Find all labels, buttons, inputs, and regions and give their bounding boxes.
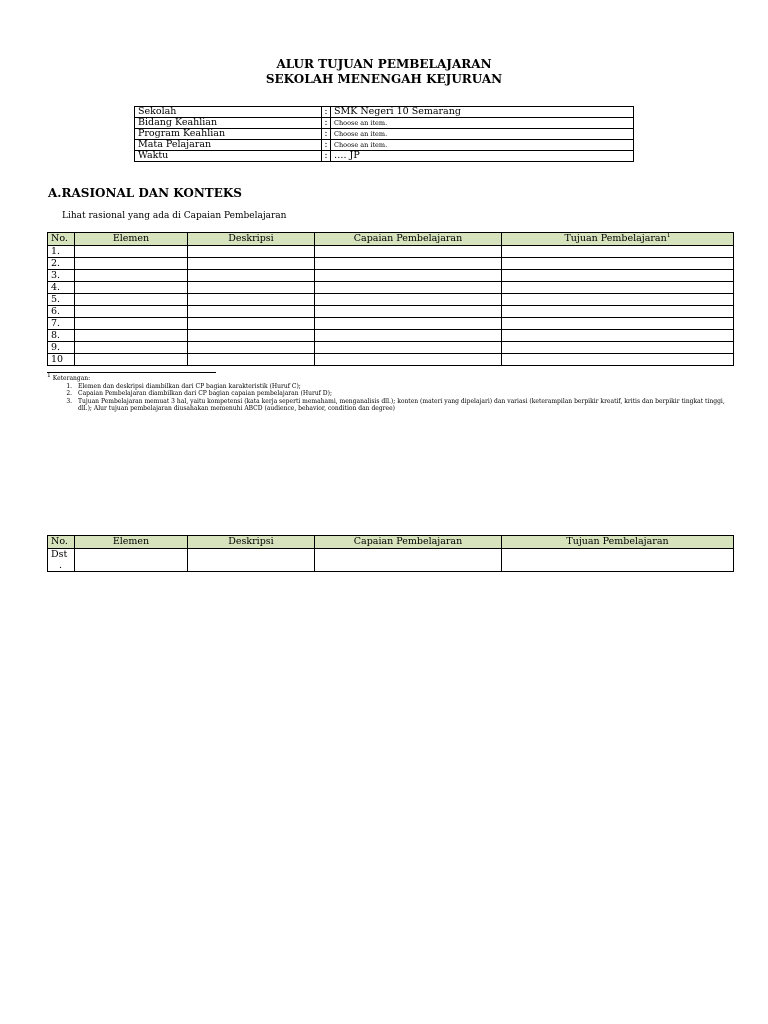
tujuan-cell[interactable] [502,342,734,354]
capaian-cell[interactable] [315,270,502,282]
footnote-list [47,383,737,413]
info-label: Waktu [135,151,322,162]
column-header-no: No. [48,233,75,246]
capaian-cell[interactable] [315,549,502,572]
deskripsi-cell[interactable] [188,258,315,270]
table-row [48,354,734,366]
info-row-bidang [135,118,634,129]
row-number: 10 [48,354,75,366]
info-row-waktu [135,151,634,162]
capaian-cell[interactable] [315,354,502,366]
tujuan-cell[interactable] [502,330,734,342]
footnote [47,372,737,413]
deskripsi-cell[interactable] [188,246,315,258]
elemen-cell[interactable] [75,318,188,330]
row-number: 4. [48,282,75,294]
column-header-capaian: Capaian Pembelajaran [315,233,502,246]
footnote-title-text: Keterangan: [52,375,91,382]
info-colon: : [322,107,331,118]
row-number: 5. [48,294,75,306]
info-label: Bidang Keahlian [135,118,322,129]
tujuan-table [47,232,734,366]
table-row [48,306,734,318]
elemen-cell[interactable] [75,282,188,294]
row-number: 9. [48,342,75,354]
document-title: ALUR TUJUAN PEMBELAJARAN [276,57,492,71]
column-header-tujuan [502,233,734,246]
table-row [48,270,734,282]
info-colon: : [322,151,331,162]
table-row [48,330,734,342]
info-label: Sekolah [135,107,322,118]
capaian-cell[interactable] [315,282,502,294]
info-table [134,106,634,162]
capaian-cell[interactable] [315,318,502,330]
mapel-dropdown[interactable]: Choose an item. [331,140,634,151]
info-label: Mata Pelajaran [135,140,322,151]
column-header-tujuan: Tujuan Pembelajaran [502,536,734,549]
row-number-cell [48,549,75,572]
capaian-cell[interactable] [315,306,502,318]
elemen-cell[interactable] [75,306,188,318]
column-header-deskripsi: Deskripsi [188,233,315,246]
elemen-cell[interactable] [75,330,188,342]
deskripsi-cell[interactable] [188,342,315,354]
row-number: Dst [51,549,68,560]
row-number: 2. [48,258,75,270]
deskripsi-cell[interactable] [188,282,315,294]
footnote-item: 3. Tujuan Pembelajaran memuat 3 hal, yaitu kompetensi (kata kerja seperti memahami, menganalisis dll.); konten (materi yang dipelajari) dan variasi (keterampilan berpikir kreatif, kritis dan berpikir tingkat tinggi, dll.); Alur tujuan pembelajaran diusahakan memenuhi ABCD (audience, behavior, condition dan degree) [74,398,737,413]
info-colon: : [322,129,331,140]
table-header-row [48,536,734,549]
program-dropdown[interactable]: Choose an item. [331,129,634,140]
row-number: 7. [48,318,75,330]
footnote-marker: 1 [666,231,671,239]
table-row [48,549,734,572]
elemen-cell[interactable] [75,294,188,306]
column-header-tujuan-label: Tujuan Pembelajaran [564,233,667,244]
elemen-cell[interactable] [75,354,188,366]
tujuan-cell[interactable] [502,246,734,258]
row-number: 1. [48,246,75,258]
deskripsi-cell[interactable] [188,306,315,318]
tujuan-cell[interactable] [502,282,734,294]
info-row-sekolah [135,107,634,118]
elemen-cell[interactable] [75,270,188,282]
deskripsi-cell[interactable] [188,294,315,306]
info-row-mapel [135,140,634,151]
column-header-capaian: Capaian Pembelajaran [315,536,502,549]
row-number: 3. [48,270,75,282]
elemen-cell[interactable] [75,342,188,354]
table-row [48,294,734,306]
tujuan-table-continued [47,535,734,572]
deskripsi-cell[interactable] [188,318,315,330]
elemen-cell[interactable] [75,246,188,258]
footnote-item: 1. Elemen dan deskripsi diambilkan dari CP bagian karakteristik (Huruf C); [74,383,737,391]
row-number: 8. [48,330,75,342]
deskripsi-cell[interactable] [188,270,315,282]
table-header-row [48,233,734,246]
tujuan-cell[interactable] [502,258,734,270]
info-row-program [135,129,634,140]
table-row [48,282,734,294]
section-heading: A.RASIONAL DAN KONTEKS [48,186,242,200]
capaian-cell[interactable] [315,342,502,354]
waktu-value[interactable]: …. JP [331,151,634,162]
table-row [48,342,734,354]
tujuan-cell[interactable] [502,294,734,306]
deskripsi-cell[interactable] [188,354,315,366]
table-row [48,258,734,270]
school-value[interactable]: SMK Negeri 10 Semarang [331,107,634,118]
footnote-number: 1 [47,372,51,379]
tujuan-cell[interactable] [502,318,734,330]
footnote-separator [47,372,216,373]
info-label: Program Keahlian [135,129,322,140]
tujuan-cell[interactable] [502,549,734,572]
info-colon: : [322,140,331,151]
column-header-no: No. [48,536,75,549]
column-header-deskripsi: Deskripsi [188,536,315,549]
column-header-elemen: Elemen [75,233,188,246]
info-colon: : [322,118,331,129]
row-number-dot: . [59,560,63,571]
document-subtitle: SEKOLAH MENENGAH KEJURUAN [265,72,503,86]
bidang-dropdown[interactable]: Choose an item. [331,118,634,129]
footnote-item: 2. Capaian Pembelajaran diambilkan dari CP bagian capaian pembelajaran (Huruf D); [74,390,737,398]
capaian-cell[interactable] [315,294,502,306]
deskripsi-cell[interactable] [188,549,315,572]
column-header-elemen: Elemen [75,536,188,549]
row-number: 6. [48,306,75,318]
deskripsi-cell[interactable] [188,330,315,342]
footnote-title [47,372,737,383]
capaian-cell[interactable] [315,258,502,270]
capaian-cell[interactable] [315,330,502,342]
table-row [48,318,734,330]
table-row [48,246,734,258]
tujuan-cell[interactable] [502,270,734,282]
capaian-cell[interactable] [315,246,502,258]
tujuan-cell[interactable] [502,306,734,318]
tujuan-cell[interactable] [502,354,734,366]
section-intro-text: Lihat rasional yang ada di Capaian Pembelajaran [62,211,287,221]
elemen-cell[interactable] [75,258,188,270]
elemen-cell[interactable] [75,549,188,572]
